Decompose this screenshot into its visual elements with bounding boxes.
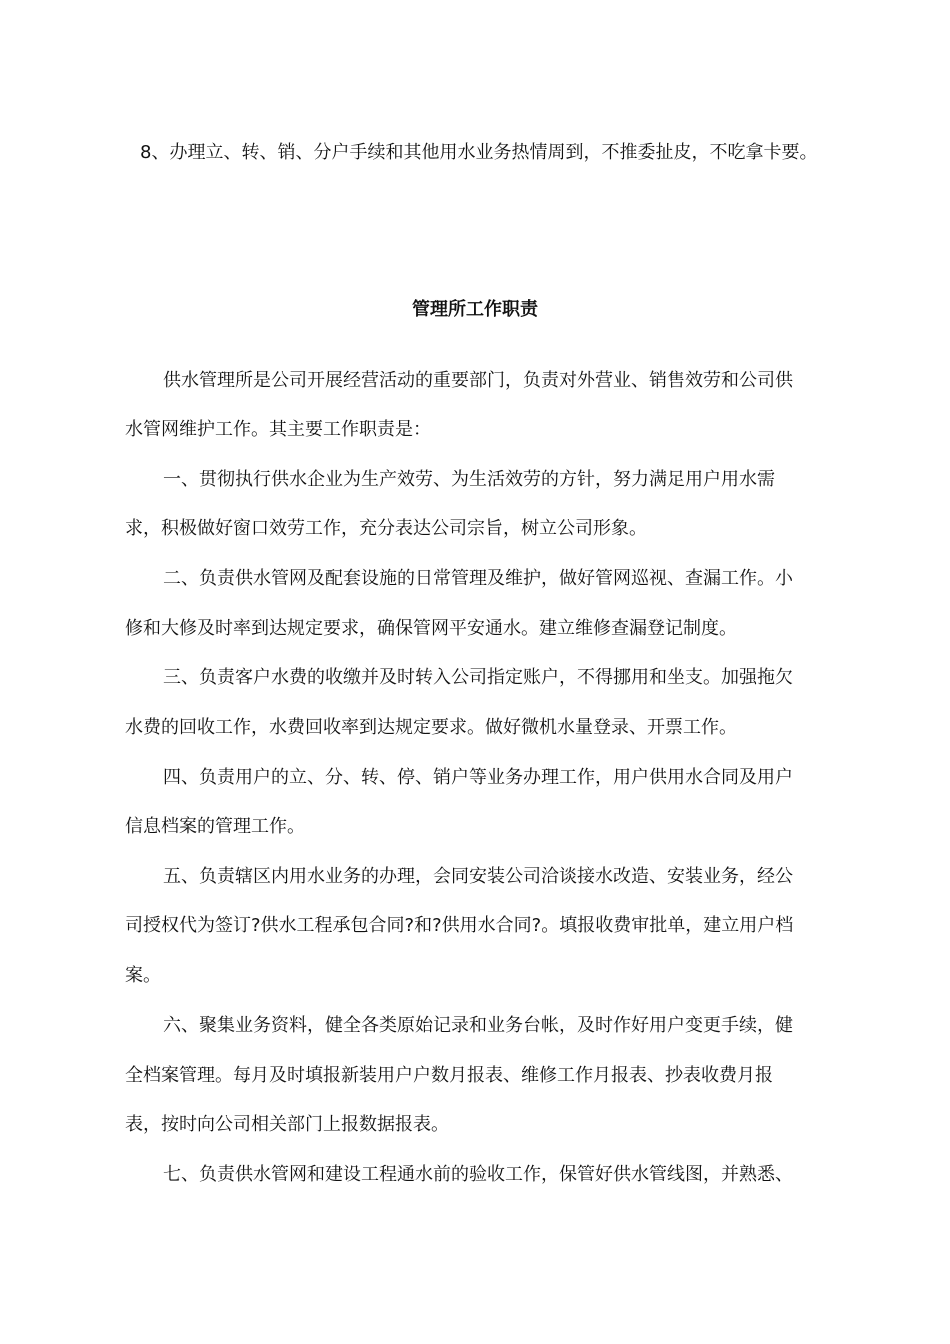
paragraph-line: 修和大修及时率到达规定要求，确保管网平安通水。建立维修查漏登记制度。 [125,618,737,639]
paragraph-line: 四、负责用户的立、分、转、停、销户等业务办理工作，用户供用水合同及用户 [163,767,793,788]
intro-item: 8、办理立、转、销、分户手续和其他用水业务热情周到，不推委扯皮，不吃拿卡要。 [140,142,818,163]
paragraph-line: 全档案管理。每月及时填报新装用户户数月报表、维修工作月报表、抄表收费月报 [125,1065,773,1086]
paragraph-line: 水管网维护工作。其主要工作职责是： [125,419,431,440]
paragraph-line: 供水管理所是公司开展经营活动的重要部门，负责对外营业、销售效劳和公司供 [163,370,793,391]
paragraph-line: 表，按时向公司相关部门上报数据报表。 [125,1114,449,1135]
paragraph-line: 三、负责客户水费的收缴并及时转入公司指定账户，不得挪用和坐支。加强拖欠 [163,667,793,688]
paragraph-line: 案。 [125,965,161,986]
paragraph-line: 六、聚集业务资料，健全各类原始记录和业务台帐，及时作好用户变更手续，健 [163,1015,793,1036]
paragraph-line: 求，积极做好窗口效劳工作，充分表达公司宗旨，树立公司形象。 [125,518,647,539]
section-title: 管理所工作职责 [412,299,538,320]
paragraph-line: 二、负责供水管网及配套设施的日常管理及维护，做好管网巡视、查漏工作。小 [163,568,793,589]
paragraph-line: 司授权代为签订?供水工程承包合同?和?供用水合同?。填报收费审批单，建立用户档 [125,915,794,936]
paragraph-line: 信息档案的管理工作。 [125,816,305,837]
paragraph-line: 五、负责辖区内用水业务的办理，会同安装公司洽谈接水改造、安装业务，经公 [163,866,793,887]
paragraph-line: 一、贯彻执行供水企业为生产效劳、为生活效劳的方针，努力满足用户用水需 [163,469,775,490]
paragraph-line: 水费的回收工作，水费回收率到达规定要求。做好微机水量登录、开票工作。 [125,717,737,738]
paragraph-line: 七、负责供水管网和建设工程通水前的验收工作，保管好供水管线图，并熟悉、 [163,1164,793,1185]
